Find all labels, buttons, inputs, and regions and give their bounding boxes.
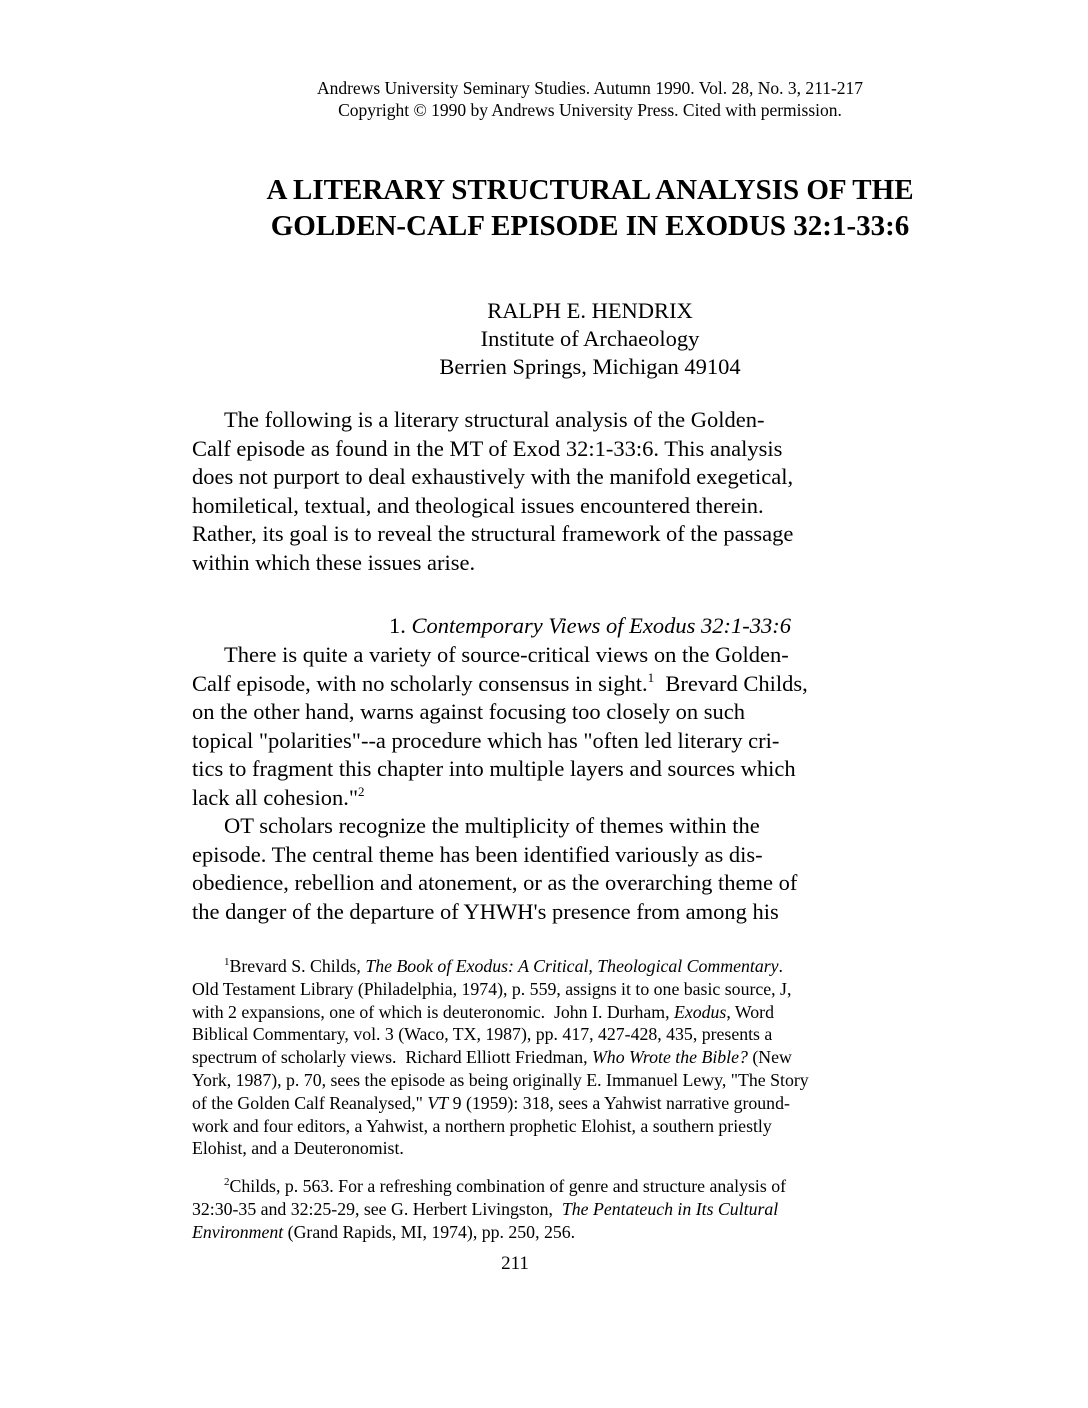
page-number: 211	[501, 1253, 529, 1274]
footnote-marker: 2	[224, 1176, 230, 1188]
text-span: Brevard Childs,	[654, 670, 808, 696]
author-location: Berrien Springs, Michigan 49104	[439, 354, 741, 379]
footnote-line: Biblical Commentary, vol. 3 (Waco, TX, 1987), pp. 417, 427-428, 435, presents a	[192, 1024, 773, 1045]
text-line: topical "polarities"--a procedure which has "often led literary cri-	[192, 727, 780, 753]
footnote-line	[192, 955, 952, 978]
section-title: Contemporary Views of Exodus 32:1-33:6	[411, 613, 792, 638]
text-line: does not purport to deal exhaustively with the manifold exegetical,	[192, 464, 794, 490]
article-title-line: A LITERARY STRUCTURAL ANALYSIS OF THE	[266, 174, 914, 206]
footnote-1	[192, 955, 952, 1160]
text-span: 32:30-35 and 32:25-29, see G. Herbert Livingston,	[192, 1198, 562, 1219]
text-line: Calf episode as found in the MT of Exod 32:1-33:6. This analysis	[192, 435, 783, 461]
text-span: with 2 expansions, one of which is deuteronomic. John I. Durham,	[192, 1001, 674, 1022]
text-span: 9 (1959): 318, sees a Yahwist narrative ground-	[448, 1092, 790, 1113]
book-title: Who Wrote the Bible?	[592, 1047, 748, 1068]
section-number: 1.	[388, 613, 412, 638]
footnote-line	[192, 1198, 952, 1221]
text-span: lack all cohesion."	[192, 784, 359, 810]
footnote-line	[192, 1092, 952, 1115]
book-title: The Pentateuch in Its Cultural	[561, 1198, 779, 1219]
book-title: Environment	[192, 1221, 284, 1242]
footnote-line	[192, 1046, 952, 1069]
journal-citation: Andrews University Seminary Studies. Autumn 1990. Vol. 28, No. 3, 211-217	[316, 78, 864, 98]
text-line: episode. The central theme has been identified variously as dis-	[192, 841, 763, 867]
article-title-line: GOLDEN-CALF EPISODE IN EXODUS 32:1-33:6	[270, 210, 910, 242]
footnote-line: Old Testament Library (Philadelphia, 1974), p. 559, assigns it to one basic source, J,	[192, 978, 792, 999]
section-heading	[150, 612, 1030, 640]
intro-paragraph	[192, 406, 892, 578]
footnote-line	[192, 1221, 952, 1244]
footnote-2	[192, 1175, 952, 1243]
text-line: on the other hand, warns against focusing too closely on such	[192, 699, 746, 725]
text-line	[192, 784, 892, 813]
text-span: Childs, p. 563. For a refreshing combination of genre and structure analysis of	[229, 1176, 787, 1196]
text-line: tics to fragment this chapter into multiple layers and sources which	[192, 756, 796, 782]
text-span: Calf episode, with no scholarly consensus in sight.	[192, 670, 648, 696]
journal-abbrev: VT	[427, 1092, 449, 1113]
text-span: Brevard S. Childs,	[229, 956, 366, 976]
text-span: .	[778, 956, 783, 976]
author-institution: Institute of Archaeology	[480, 326, 700, 351]
footnote-line	[192, 1001, 952, 1024]
footnote-line	[192, 1175, 952, 1198]
text-span: (Grand Rapids, MI, 1974), pp. 250, 256.	[283, 1221, 576, 1242]
copyright-notice: Copyright © 1990 by Andrews University Press. Cited with permission.	[338, 100, 842, 120]
footnote-ref-2[interactable]: 2	[358, 783, 365, 799]
text-line	[192, 670, 892, 699]
text-span: , Word	[726, 1001, 774, 1022]
text-line: the danger of the departure of YHWH's presence from among his	[192, 898, 779, 924]
footnote-line: York, 1987), p. 70, sees the episode as being originally E. Immanuel Lewy, "The Story	[192, 1069, 809, 1090]
text-line: homiletical, textual, and theological issues encountered therein.	[192, 492, 764, 518]
footnote-marker: 1	[224, 956, 230, 968]
book-title: Exodus	[674, 1001, 727, 1022]
footnote-line: Elohist, and a Deuteronomist.	[192, 1138, 404, 1159]
text-span: of the Golden Calf Reanalysed,"	[192, 1092, 428, 1113]
text-span: (New	[747, 1047, 792, 1068]
text-line: The following is a literary structural analysis of the Golden-	[224, 407, 765, 432]
text-line: obedience, rebellion and atonement, or as the overarching theme of	[192, 870, 798, 896]
paragraph-source-views	[192, 641, 892, 813]
text-line: There is quite a variety of source-critical views on the Golden-	[224, 642, 789, 667]
text-span: spectrum of scholarly views. Richard Elliott Friedman,	[192, 1047, 592, 1068]
book-title: The Book of Exodus: A Critical, Theological Commentary	[365, 956, 779, 976]
text-line: OT scholars recognize the multiplicity of themes within the	[224, 813, 760, 838]
author-block	[150, 297, 1030, 381]
footnote-ref-1[interactable]: 1	[647, 669, 655, 685]
footnote-line: work and four editors, a Yahwist, a northern prophetic Elohist, a southern priestly	[192, 1115, 772, 1136]
paragraph-themes	[192, 812, 892, 926]
text-line: within which these issues arise.	[192, 549, 476, 575]
text-line: Rather, its goal is to reveal the structural framework of the passage	[192, 521, 794, 547]
article-title	[150, 172, 1030, 244]
author-name: RALPH E. HENDRIX	[487, 298, 693, 323]
